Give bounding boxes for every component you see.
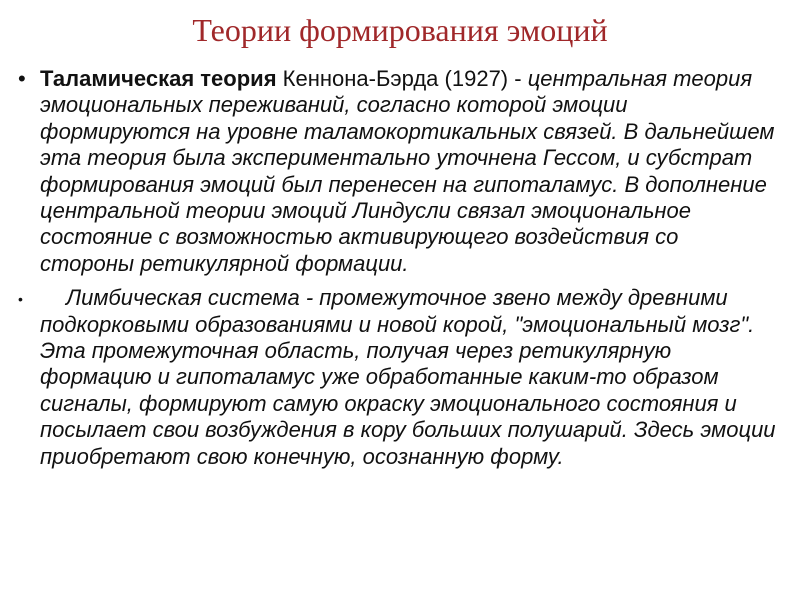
bullet-list: [18, 66, 778, 478]
bullet-limbic-system: [18, 285, 778, 470]
slide-title: Теории формирования эмоций: [192, 12, 608, 48]
thalamic-theory-heading: Таламическая теория: [40, 66, 277, 91]
bullet-marker: •: [18, 291, 23, 308]
thalamic-theory-authors: Кеннона-Бэрда (1927) -: [276, 66, 522, 91]
bullet-marker: •: [18, 66, 26, 91]
limbic-system-text: Лимбическая система - промежуточное звено между древними подкорковыми образованиями и новой корой, "эмоциональный мозг". Эта промежуточная область, получая через ретикулярную формацию и гипоталамус уже обработанные каким-то образом сигналы, формируют самую окраску эмоционального состояния и посылает свои возбуждения в кору больших полушарий. Здесь эмоции приобретают свою конечную, осознанную форму.: [40, 285, 776, 469]
bullet-thalamic-theory: [18, 66, 778, 277]
thalamic-theory-text: центральная теория эмоциональных переживаний, согласно которой эмоции формируются на уровне таламокортикальных связей. В дальнейшем эта теория была экспериментально уточнена Гессом, и субстрат формирования эмоций был перенесен на гипоталамус. В дополнение центральной теории эмоций Линдусли связал эмоциональное состояние с возможностью активирующего воздействия со стороны ретикулярной формации.: [40, 66, 775, 276]
